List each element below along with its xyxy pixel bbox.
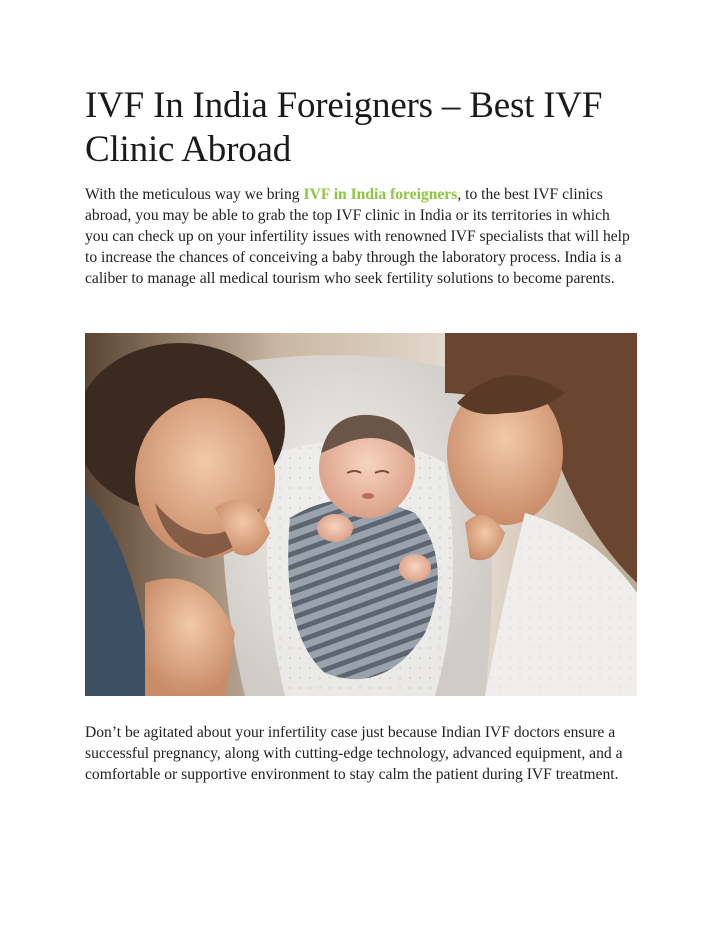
intro-paragraph	[85, 184, 637, 289]
page-title: IVF In India Foreigners – Best IVF Clinic Abroad	[85, 85, 603, 170]
intro-text-start: With the meticulous way we bring	[85, 186, 304, 203]
family-newborn-photo	[85, 333, 637, 696]
ivf-india-foreigners-link[interactable]: IVF in India foreigners	[303, 186, 458, 203]
intro-text-end: , to the best IVF clinics abroad, you may be able to grab the top IVF clinic in India or its territories in which you can check up on your infertility issues with renowned IVF specialists that will help to increase the chances of conceiving a baby through the laboratory process. India is a caliber to manage all medical tourism who seek fertility solutions to become parents.	[85, 186, 630, 287]
outro-paragraph: Don’t be agitated about your infertility case just because Indian IVF doctors ensure a successful pregnancy, along with cutting-edge technology, advanced equipment, and a comfortable or supportive environment to stay calm the patient during IVF treatment.	[85, 724, 623, 783]
